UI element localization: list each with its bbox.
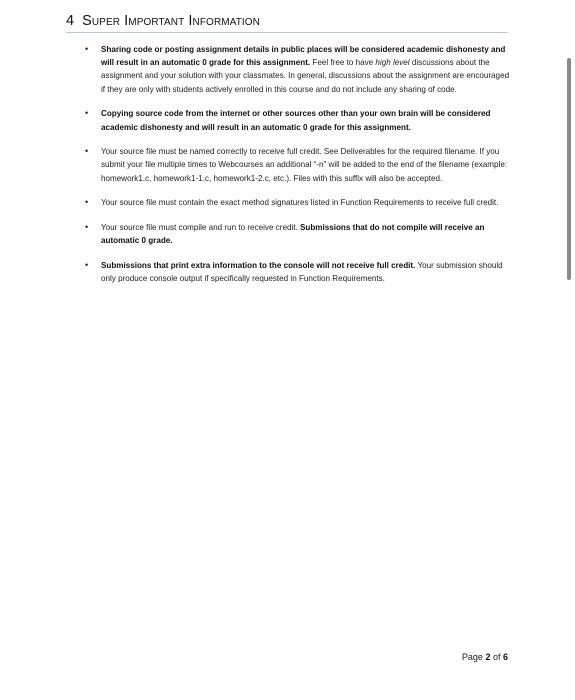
bullet-text-segment: Your source file must be named correctly to receive full credit. See Deliverables for the required filename. If you submit your file multiple times to Webcourses an additional “-n” will be added to the end of the filename (example: homework1.c, homework1-1.c, homework1-2.c, etc.). Files with this suffix will also be accepted. [101, 147, 508, 183]
section-title: Super Important Information [82, 13, 261, 29]
bullet-dot-icon: • [85, 259, 89, 270]
bullet-text-segment: Your source file must compile and run to receive credit. [101, 223, 300, 233]
bullet-dot-icon: • [85, 108, 89, 119]
current-page-number: 2 [485, 652, 491, 662]
bullet-dot-icon: • [85, 44, 89, 54]
list-item [85, 221, 510, 247]
bullet-text-segment: discussions about the assignment and your solution with your classmates. In general, discussions about the assignment are encouraged if they are only with students actively enrolled in this course and do not include any sharing of code. [101, 58, 510, 94]
bullet-text-segment: high level [375, 58, 410, 68]
bullet-text-segment: Your submission should only produce console output if specifically requested in Function Requirements. [101, 260, 503, 284]
bullet-text-segment: Submissions that print extra information to the console will not receive full credit. [101, 260, 416, 270]
list-item [85, 43, 510, 96]
bullet-text-segment: Copying source code from the internet or other sources other than your own brain will be considered academic dishonesty and will result in an automatic 0 grade for this assignment. [101, 109, 491, 132]
bullet-dot-icon: • [85, 222, 89, 233]
bullet-dot-icon: • [85, 197, 89, 208]
bullet-text-segment: Submissions that do not compile will receive an automatic 0 grade. [101, 223, 485, 246]
list-item [85, 107, 510, 133]
list-item [85, 259, 510, 285]
footer-middle: of [490, 652, 503, 662]
footer-prefix: Page [461, 652, 486, 662]
section-heading [66, 13, 508, 33]
bullet-list [85, 43, 510, 297]
bullet-dot-icon: • [85, 146, 89, 157]
bullet-text-segment: Your source file must contain the exact method signatures listed in Function Requirements to receive full credit. [101, 198, 499, 208]
list-item [85, 196, 510, 209]
bullet-text-segment: Feel free to have [310, 58, 376, 68]
bullet-text-segment: Sharing code or posting assignment details in public places will be considered academic dishonesty and will result in an automatic 0 grade for this assignment. [101, 45, 506, 68]
section-number: 4 [66, 13, 75, 29]
list-item [85, 145, 510, 185]
page-number-footer [462, 652, 508, 662]
vertical-scrollbar[interactable] [567, 58, 571, 280]
total-page-count: 6 [502, 652, 508, 662]
